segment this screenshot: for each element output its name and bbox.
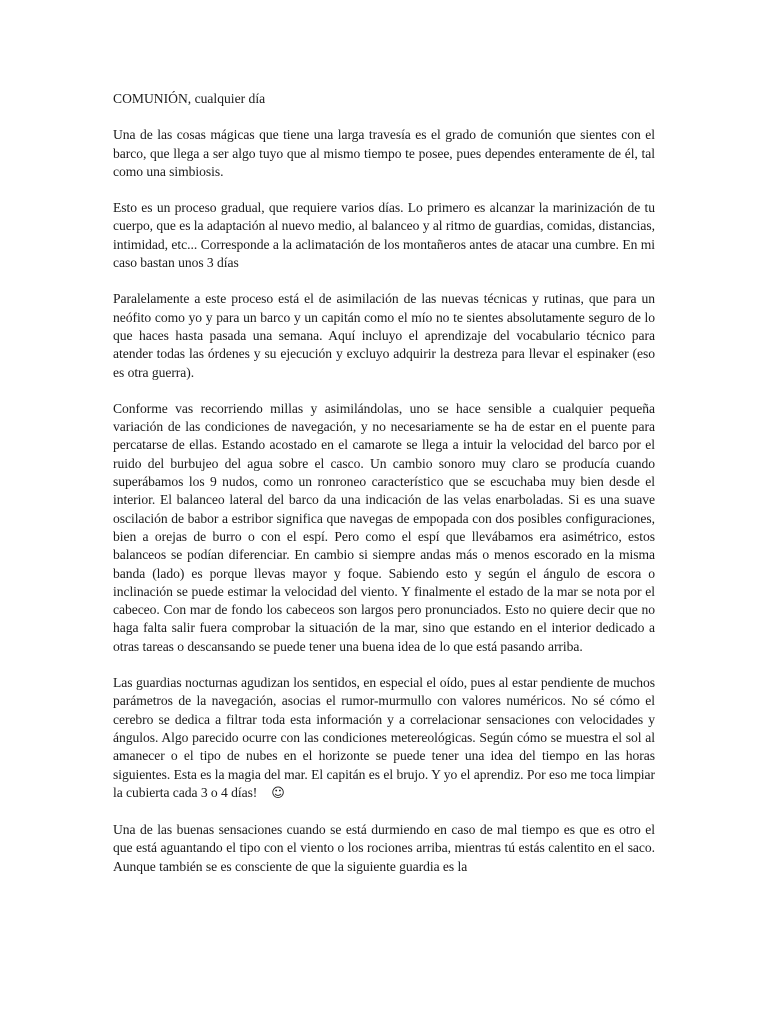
paragraph-3: Paralelamente a este proceso está el de asimilación de las nuevas técnicas y rutinas, que para un neófito como yo y para un barco y un capitán como el mío no te sientes absolutamente seguro de lo que haces hasta pasada una semana. Aquí incluyo el aprendizaje del vocabulario técnico para atender todas las órdenes y su ejecución y excluyo adquirir la destreza para llevar el espinaker (eso es otra guerra). xyxy=(113,291,655,380)
document-title: COMUNIÓN, cualquier día xyxy=(113,91,266,106)
smiley-icon: ☺ xyxy=(271,785,285,801)
paragraph-6: Una de las buenas sensaciones cuando se está durmiendo en caso de mal tiempo es que es otro el que está aguantando el tipo con el viento o los rociones arriba, mientras tú estás calentito en el saco. Aunque también se es consciente de que la siguiente guardia es la xyxy=(113,822,655,874)
paragraph-2: Esto es un proceso gradual, que requiere varios días. Lo primero es alcanzar la marinización de tu cuerpo, que es la adaptación al nuevo medio, al balanceo y al ritmo de guardias, comidas, distancias, intimidad, etc... Corresponde a la aclimatación de los montañeros antes de atacar una cumbre. En mi caso bastan unos 3 días xyxy=(113,200,655,271)
paragraph-5-text: Las guardias nocturnas agudizan los sentidos, en especial el oído, pues al estar pendiente de muchos parámetros de la navegación, asocias el rumor-murmullo con valores numéricos. No sé cómo el cerebro se dedica a filtrar toda esta información y a correlacionar sensaciones con velocidades y ángulos. Algo parecido ocurre con las condiciones metereológicas. Según cómo se muestra el sol al amanecer o el tipo de nubes en el horizonte se puede tener una idea del tiempo en las horas siguientes. Esta es la magia del mar. El capitán es el brujo. Y yo el aprendiz. Por eso me toca limpiar la cubierta cada 3 o 4 días! xyxy=(113,675,655,800)
paragraph-5 xyxy=(113,674,655,803)
paragraph-4: Conforme vas recorriendo millas y asimilándolas, uno se hace sensible a cualquier pequeña variación de las condiciones de navegación, y no necesariamente se ha de estar en el puente para percatarse de ellas. Estando acostado en el camarote se llega a intuir la velocidad del barco por el ruido del burbujeo del agua sobre el casco. Un cambio sonoro muy claro se producía cuando superábamos los 9 nudos, como un ronroneo característico que se escuchaba muy bien desde el interior. El balanceo lateral del barco da una indicación de las velas enarboladas. Si es una suave oscilación de babor a estribor significa que navegas de empopada con dos posibles configuraciones, bien a orejas de burro o con el espí. Pero como el espí que llevábamos era asimétrico, estos balanceos se podían diferenciar. En cambio si siempre andas más o menos escorado en la misma banda (lado) es porque llevas mayor y foque. Sabiendo esto y según el ángulo de escora o inclinación se puede estimar la velocidad del viento. Y finalmente el estado de la mar se nota por el cabeceo. Con mar de fondo los cabeceos son largos pero pronunciados. Esto no quiere decir que no haga falta salir fuera comprobar la situación de la mar, sino que estando en el interior dedicado a otras tareas o descansando se puede tener una buena idea de lo que está pasando arriba. xyxy=(113,400,655,654)
paragraph-1: Una de las cosas mágicas que tiene una larga travesía es el grado de comunión que sientes con el barco, que llega a ser algo tuyo que al mismo tiempo te posee, pues dependes enteramente de él, tal como una simbiosis. xyxy=(113,127,655,179)
